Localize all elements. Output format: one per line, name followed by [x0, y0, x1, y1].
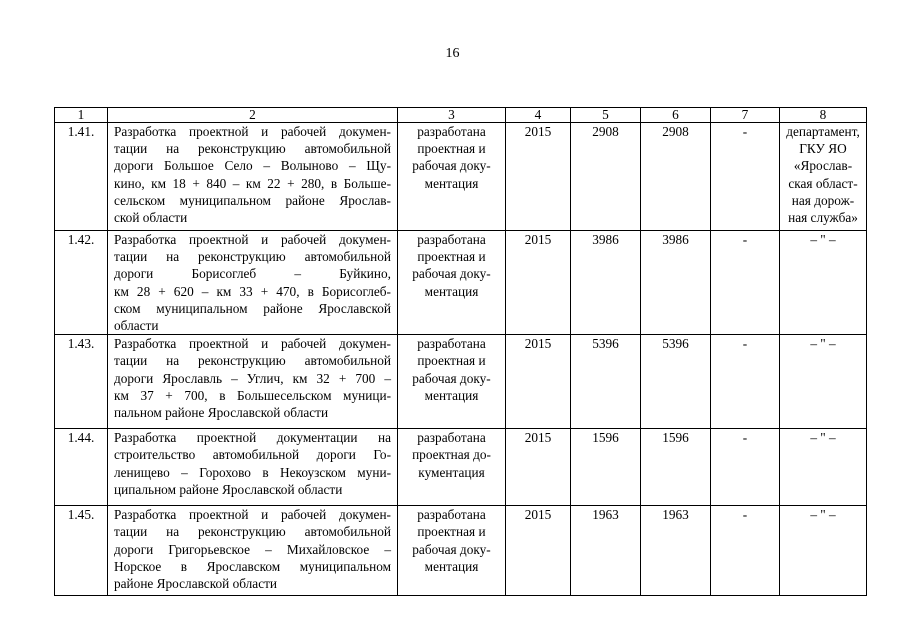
cell-line: тации на реконструкцию автомобильной	[114, 524, 391, 540]
cell-line: проектная до-	[412, 447, 491, 463]
item-year: 2015	[506, 335, 571, 429]
item-responsible	[780, 123, 867, 231]
item-2015: 5396	[641, 335, 711, 429]
cell-line: рабочая доку-	[412, 370, 491, 386]
item-result	[398, 429, 506, 506]
cell-line: Норское в Ярославском муниципальном	[114, 558, 391, 574]
item-result	[398, 335, 506, 429]
cell-line: разработана	[417, 430, 486, 446]
cell-line: разработана	[417, 232, 486, 247]
cell-line: рабочая доку-	[412, 158, 491, 174]
cell-line: департамент,	[786, 124, 860, 139]
cell-line: «Ярослав-	[793, 158, 853, 174]
item-2016: -	[711, 429, 780, 506]
cell-line: разработана	[417, 507, 486, 523]
table-row	[55, 335, 867, 429]
cell-line: ная служба»	[788, 210, 858, 226]
cell-line: кументация	[418, 464, 485, 480]
cell-line: области	[114, 318, 159, 334]
cell-line: – " –	[810, 430, 836, 446]
item-result	[398, 123, 506, 231]
cell-line: районе Ярославской области	[114, 576, 278, 592]
cell-line: кино, км 18 + 840 – км 22 + 280, в Больше-	[114, 175, 391, 191]
cell-line: тации на реконструкцию автомобильной	[114, 249, 391, 265]
item-year: 2015	[506, 429, 571, 506]
cell-line: ской области	[114, 210, 188, 226]
cell-line: сельском муниципальном районе Ярослав-	[114, 192, 391, 208]
cell-line: Разработка проектной и рабочей докумен-	[114, 124, 391, 139]
item-name	[108, 123, 398, 231]
column-header-1: 1	[55, 108, 108, 123]
item-result	[398, 231, 506, 335]
column-header-8: 8	[780, 108, 867, 123]
item-2015: 2908	[641, 123, 711, 231]
item-responsible	[780, 231, 867, 335]
item-year: 2015	[506, 123, 571, 231]
item-2016: -	[711, 506, 780, 596]
column-header-6: 6	[641, 108, 711, 123]
column-header-3: 3	[398, 108, 506, 123]
cell-line: ципальном районе Ярославской области	[114, 481, 343, 497]
cell-line: проектная и	[417, 141, 486, 157]
item-2015: 1596	[641, 429, 711, 506]
cell-line: дороги Борисоглеб – Буйкино,	[114, 266, 391, 282]
item-name	[108, 335, 398, 429]
cell-line: проектная и	[417, 524, 486, 540]
item-result	[398, 506, 506, 596]
table-row	[55, 231, 867, 335]
page-number: 16	[445, 46, 460, 61]
cell-line: Разработка проектной и рабочей докумен-	[114, 507, 391, 523]
item-number: 1.45.	[55, 506, 108, 596]
item-2015: 3986	[641, 231, 711, 335]
cell-line: рабочая доку-	[412, 266, 491, 282]
item-name	[108, 429, 398, 506]
cell-line: проектная и	[417, 353, 486, 369]
column-number-row	[55, 108, 867, 123]
item-2016: -	[711, 123, 780, 231]
item-total: 2908	[571, 123, 641, 231]
cell-line: ская област-	[788, 175, 858, 191]
item-number: 1.42.	[55, 231, 108, 335]
cell-line: – " –	[810, 336, 836, 352]
table-row	[55, 429, 867, 506]
cell-line: – " –	[810, 507, 836, 523]
item-total: 5396	[571, 335, 641, 429]
cell-line: ленищево – Горохово в Некоузском муни-	[114, 464, 391, 480]
column-header-2: 2	[108, 108, 398, 123]
item-number: 1.44.	[55, 429, 108, 506]
cell-line: ГКУ ЯО	[799, 141, 847, 157]
item-2016: -	[711, 231, 780, 335]
cell-line: тации на реконструкцию автомобильной	[114, 353, 391, 369]
table-row	[55, 506, 867, 596]
cell-line: ментация	[424, 558, 479, 574]
cell-line: Разработка проектной документации на	[114, 430, 391, 446]
cell-line: км 37 + 700, в Большесельском муници-	[114, 387, 391, 403]
cell-line: дороги Большое Село – Волыново – Щу-	[114, 158, 391, 174]
cell-line: ментация	[424, 175, 479, 191]
cell-line: дороги Ярославль – Углич, км 32 + 700 –	[114, 370, 391, 386]
item-total: 1596	[571, 429, 641, 506]
item-year: 2015	[506, 231, 571, 335]
column-header-7: 7	[711, 108, 780, 123]
cell-line: км 28 + 620 – км 33 + 470, в Борисоглеб-	[114, 283, 391, 299]
column-header-4: 4	[506, 108, 571, 123]
item-number: 1.43.	[55, 335, 108, 429]
cell-line: ментация	[424, 283, 479, 299]
item-responsible	[780, 429, 867, 506]
item-number: 1.41.	[55, 123, 108, 231]
cell-line: – " –	[810, 232, 836, 247]
cell-line: рабочая доку-	[412, 541, 491, 557]
item-2015: 1963	[641, 506, 711, 596]
item-name	[108, 231, 398, 335]
cell-line: тации на реконструкцию автомобильной	[114, 141, 391, 157]
column-header-5: 5	[571, 108, 641, 123]
cell-line: ском муниципальном районе Ярославской	[114, 300, 391, 316]
item-responsible	[780, 335, 867, 429]
program-table	[54, 107, 867, 596]
item-responsible	[780, 506, 867, 596]
item-total: 1963	[571, 506, 641, 596]
cell-line: разработана	[417, 124, 486, 139]
item-2016: -	[711, 335, 780, 429]
cell-line: Разработка проектной и рабочей докумен-	[114, 336, 391, 352]
cell-line: строительство автомобильной дороги Го-	[114, 447, 391, 463]
cell-line: дороги Григорьевское – Михайловское –	[114, 541, 391, 557]
table-row	[55, 123, 867, 231]
cell-line: проектная и	[417, 249, 486, 265]
cell-line: ментация	[424, 387, 479, 403]
item-name	[108, 506, 398, 596]
item-total: 3986	[571, 231, 641, 335]
cell-line: Разработка проектной и рабочей докумен-	[114, 232, 391, 247]
cell-line: разработана	[417, 336, 486, 352]
cell-line: пальном районе Ярославской области	[114, 405, 329, 421]
cell-line: ная дорож-	[791, 192, 855, 208]
item-year: 2015	[506, 506, 571, 596]
